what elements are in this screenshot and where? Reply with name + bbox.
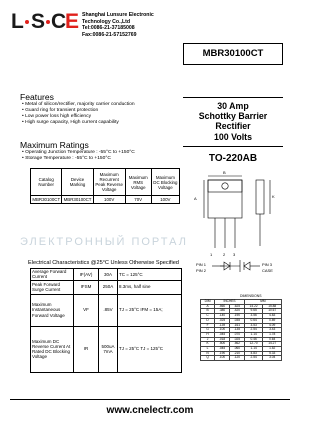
table-cell: .562	[230, 342, 245, 347]
table-header: Maximum Recurrent Peak Reverse Voltage	[93, 169, 125, 196]
pin-2-label: PIN 2	[196, 268, 207, 273]
divider	[10, 399, 290, 400]
table-cell: .560	[215, 304, 230, 309]
pin-3-label: PIN 3	[262, 262, 273, 267]
table-cell: 0.64	[263, 337, 282, 342]
table-cell: .85V	[99, 294, 118, 326]
part-number-box: MBR30100CT	[183, 43, 283, 65]
dimensions-title: DIMENSIONS	[240, 294, 262, 298]
rating-line-1: 30 Amp	[217, 101, 249, 111]
watermark: ЭЛЕКТРОННЫЙ ПОРТАЛ	[20, 236, 188, 248]
table-cell: A	[201, 304, 215, 309]
table-cell: IF(AV)	[74, 269, 99, 281]
table-cell: .045	[215, 332, 230, 337]
svg-text:3: 3	[233, 252, 236, 257]
table-cell: 0.46	[244, 337, 263, 342]
table-row	[201, 356, 282, 361]
table-cell: 100V	[93, 196, 125, 204]
table-cell: 3.56	[244, 314, 263, 319]
table-cell: Average Forward Current	[31, 269, 74, 281]
table-cell: TC = 125°C	[118, 269, 182, 281]
svg-text:B: B	[223, 170, 226, 175]
table-cell: 3.53	[244, 323, 263, 328]
rating-summary	[183, 101, 283, 142]
table-cell: .380	[215, 309, 230, 314]
table-cell: 4.83	[263, 314, 282, 319]
table-cell: 30A	[99, 269, 118, 281]
logo-dot-icon	[46, 20, 50, 24]
table-cell: .018	[215, 337, 230, 342]
svg-text:1: 1	[210, 252, 213, 257]
table-cell: .161	[230, 323, 245, 328]
divider	[183, 146, 283, 147]
table-cell: G	[201, 328, 215, 333]
table-cell: 4.09	[263, 323, 282, 328]
features-list	[22, 102, 135, 126]
max-ratings-list	[22, 150, 135, 162]
table-cell: .035	[230, 318, 245, 323]
table-cell: 10.67	[263, 309, 282, 314]
list-item: • Low power loss high efficiency	[22, 114, 135, 120]
table-cell: .100	[215, 328, 230, 333]
table-header: Device Marking	[62, 169, 93, 196]
table-cell: .025	[230, 337, 245, 342]
table-cell: .210	[230, 351, 245, 356]
max-ratings-table	[30, 168, 180, 204]
pin-1-label: PIN 1	[196, 262, 207, 267]
table-cell: L	[201, 347, 215, 352]
table-cell: .140	[215, 314, 230, 319]
table-cell: D	[201, 318, 215, 323]
table-cell: 1.78	[263, 332, 282, 337]
table-cell: VF	[74, 294, 99, 326]
divider	[183, 97, 283, 98]
table-cell: MBR30100CT	[63, 197, 92, 203]
company-logo	[11, 10, 80, 34]
table-cell: Peak Forward Surge Current	[31, 280, 74, 294]
table-cell: IFSM	[74, 280, 99, 294]
table-header: Maximum DC Blocking Voltage	[151, 169, 179, 196]
list-item: • Operating Junction Temperature : -55°C to +150°C	[22, 150, 135, 156]
table-header: MM	[244, 300, 281, 305]
table-cell: 500uA 7mA	[99, 326, 118, 372]
table-cell: MBR30100CT	[32, 197, 61, 203]
table-cell: .070	[230, 332, 245, 337]
table-cell: 0.89	[263, 318, 282, 323]
table-cell: 14.22	[244, 304, 263, 309]
company-info	[82, 12, 154, 38]
logo-letter-c: C	[51, 10, 67, 33]
table-cell: .060	[230, 347, 245, 352]
table-cell: .139	[215, 323, 230, 328]
table-cell: .420	[230, 309, 245, 314]
electrical-table	[30, 268, 182, 373]
table-cell: N	[201, 351, 215, 356]
table-cell: .190	[215, 351, 230, 356]
table-cell: TJ = 25°C IFM = 15A;	[118, 294, 182, 326]
table-cell: 9.65	[244, 309, 263, 314]
logo-letter-e: E	[65, 10, 80, 33]
company-name-2: Technology Co.,Ltd	[82, 18, 131, 25]
table-cell: H	[201, 332, 215, 337]
svg-text:2: 2	[223, 252, 226, 257]
list-item: • Storage Temperature : -55°C to +150°C	[22, 156, 135, 162]
package-title: TO-220AB	[208, 153, 258, 164]
table-row	[31, 294, 182, 326]
table-header: Maximum RMS Voltage	[125, 169, 151, 196]
table-header: INCHES	[215, 300, 245, 305]
table-cell: 4.83	[244, 351, 263, 356]
company-name-1: Shanghai Lunsure Electronic	[82, 12, 154, 18]
table-cell: 1.14	[244, 347, 263, 352]
table-cell: 2.54	[244, 328, 263, 333]
rating-line-4: 100 Volts	[214, 131, 252, 142]
max-ratings-title: Maximum Ratings	[20, 140, 89, 150]
table-row	[31, 269, 182, 281]
table-cell: K	[201, 342, 215, 347]
electrical-title: Electrical Characteristics @25°C Unless Otherwise Specified	[28, 260, 179, 266]
list-item: • Guard ring for transient protection	[22, 108, 135, 114]
table-cell: .120	[230, 356, 245, 361]
table-row	[31, 326, 182, 372]
table-cell: .190	[230, 314, 245, 319]
rating-line-2: Schottky Barrier	[198, 111, 268, 122]
table-header: DIM	[201, 300, 215, 305]
list-item: • Metal of silicon/rectifier, majority carrier conduction	[22, 102, 135, 108]
features-title: Features	[20, 92, 54, 102]
table-cell: 2.54	[244, 356, 263, 361]
mounting-hole-icon	[222, 183, 228, 189]
table-cell: Maximum DC Reverse Current At Rated DC Blocking Voltage	[31, 326, 74, 372]
table-cell: IR	[74, 326, 99, 372]
table-header: Catalog Number	[31, 169, 62, 196]
side-view-body	[256, 180, 264, 214]
table-row	[31, 196, 180, 204]
table-cell: J	[201, 337, 215, 342]
company-tel: Tel:0086-21-37185008	[82, 25, 135, 32]
table-cell: .045	[215, 347, 230, 352]
package-body-outline	[208, 180, 242, 218]
table-cell: 70V	[125, 196, 151, 204]
table-row	[31, 280, 182, 294]
table-cell: 14.27	[263, 342, 282, 347]
table-cell: Q	[201, 356, 215, 361]
table-cell: Maximum Instantaneous Forward Voltage	[31, 294, 74, 326]
svg-text:A: A	[194, 196, 197, 201]
table-cell: 100V	[151, 196, 179, 204]
logo-letter-l: L	[11, 10, 24, 33]
table-cell: 0.64	[244, 318, 263, 323]
table-cell: 1.14	[244, 332, 263, 337]
pin-labels-left	[196, 262, 206, 274]
table-cell: 3.04	[263, 356, 282, 361]
table-cell: TJ = 25°C TJ = 125°C	[118, 326, 182, 372]
table-cell: 12.70	[244, 342, 263, 347]
table-cell: 5.33	[263, 351, 282, 356]
website-link[interactable]: www.cnelectr.com	[106, 405, 194, 416]
table-cell: 1.52	[263, 347, 282, 352]
case-label: CASE	[262, 268, 273, 273]
package-tab-outline	[208, 180, 242, 192]
table-cell: F	[201, 323, 215, 328]
table-cell: .100	[215, 356, 230, 361]
table-cell: .625	[230, 304, 245, 309]
table-cell: 250A	[99, 280, 118, 294]
table-cell: C	[201, 314, 215, 319]
diode-2-icon	[244, 262, 250, 270]
dimensions-table	[200, 299, 282, 361]
table-cell: 15.88	[263, 304, 282, 309]
table-header-row	[31, 169, 180, 196]
company-fax: Fax:0086-21-57152769	[82, 31, 137, 38]
rating-line-3: Rectifier	[215, 121, 251, 132]
table-cell: .500	[215, 342, 230, 347]
list-item: • High surge capacity, High current capability	[22, 120, 135, 126]
table-cell: .025	[215, 318, 230, 323]
table-cell: B	[201, 309, 215, 314]
table-cell: .135	[230, 328, 245, 333]
svg-text:K: K	[272, 194, 275, 199]
logo-dot-icon	[25, 20, 29, 24]
pin-labels-right	[262, 262, 273, 274]
table-cell: 8.3ms, half sine	[118, 280, 182, 294]
table-cell: 3.43	[263, 328, 282, 333]
logo-letter-s: S	[31, 10, 46, 33]
